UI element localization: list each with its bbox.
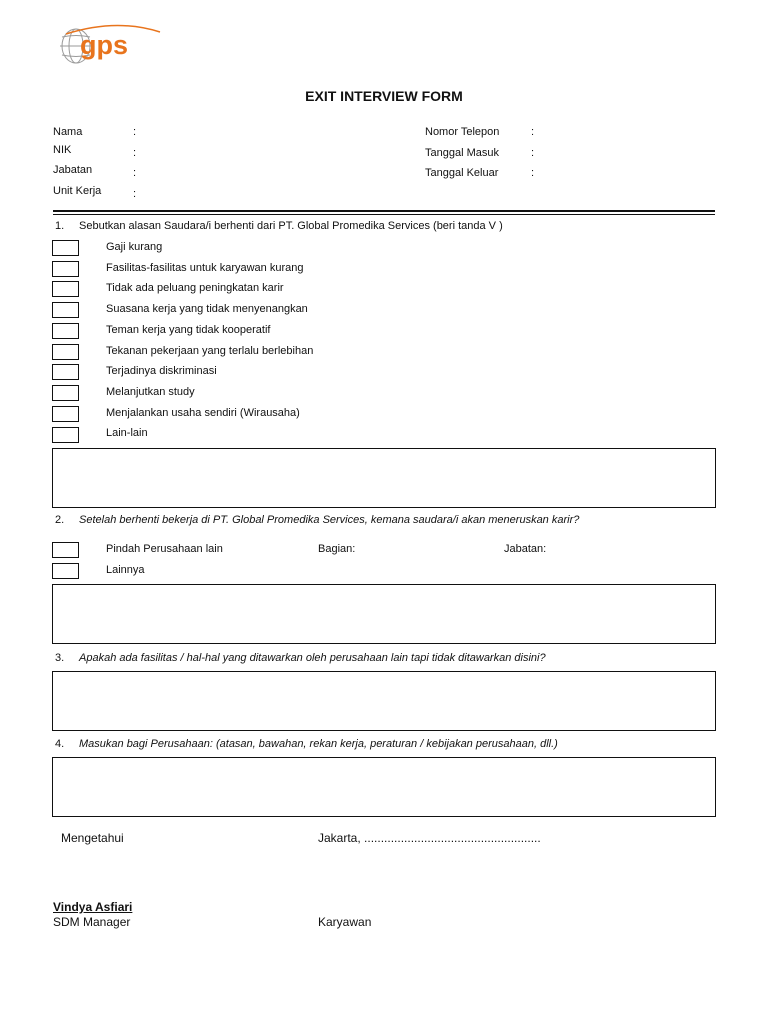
q1-other-textbox[interactable] <box>52 448 716 508</box>
field-label-nama: Nama <box>53 126 83 138</box>
q4-textbox[interactable] <box>52 757 716 817</box>
manager-title: SDM Manager <box>53 915 131 929</box>
q2-checkbox[interactable] <box>52 542 79 558</box>
svg-text:gps: gps <box>80 30 129 60</box>
q1-checkbox[interactable] <box>52 302 79 318</box>
q1-checkbox[interactable] <box>52 323 79 339</box>
q1-text: Sebutkan alasan Saudara/i berhenti dari PT. Global Promedika Services (beri tanda V ) <box>79 220 503 232</box>
q1-option-label: Menjalankan usaha sendiri (Wirausaha) <box>106 407 300 419</box>
q2-bagian-label: Bagian: <box>318 543 356 555</box>
q3-number: 3. <box>55 652 65 664</box>
field-label-jabatan: Jabatan <box>53 164 93 176</box>
q2-checkbox[interactable] <box>52 563 79 579</box>
q2-option-label: Pindah Perusahaan lain <box>106 543 223 555</box>
q1-option-label: Suasana kerja yang tidak menyenangkan <box>106 303 308 315</box>
q1-number: 1. <box>55 220 65 232</box>
q3-text: Apakah ada fasilitas / hal-hal yang ditawarkan oleh perusahaan lain tapi tidak ditawarkan disini? <box>79 652 546 664</box>
field-sep: : <box>531 167 535 179</box>
q2-option-label: Lainnya <box>106 564 145 576</box>
q1-option-label: Tekanan pekerjaan yang terlalu berlebihan <box>106 345 314 357</box>
field-label-tanggal-keluar: Tanggal Keluar <box>425 167 499 179</box>
form-title: EXIT INTERVIEW FORM <box>305 88 463 104</box>
manager-name: Vindya Asfiari <box>53 900 133 914</box>
field-label-nomor-telepon: Nomor Telepon <box>425 126 500 138</box>
field-label-nik: NIK <box>53 144 72 156</box>
mengetahui-label: Mengetahui <box>61 831 124 845</box>
q1-option-label: Terjadinya diskriminasi <box>106 365 217 377</box>
field-sep: : <box>133 167 137 179</box>
divider-line <box>53 210 715 212</box>
company-logo <box>56 24 166 68</box>
q1-checkbox[interactable] <box>52 344 79 360</box>
place-date-label: Jakarta, ..................................................... <box>318 831 541 845</box>
field-sep: : <box>531 126 535 138</box>
q2-number: 2. <box>55 514 65 526</box>
field-label-tanggal-masuk: Tanggal Masuk <box>425 147 499 159</box>
q2-jabatan-label: Jabatan: <box>504 543 547 555</box>
q1-option-label: Teman kerja yang tidak kooperatif <box>106 324 271 336</box>
q1-option-label: Gaji kurang <box>106 241 163 253</box>
divider-line <box>53 214 715 215</box>
field-sep: : <box>133 188 137 200</box>
field-label-unit-kerja: Unit Kerja <box>53 185 102 197</box>
q1-option-label: Fasilitas-fasilitas untuk karyawan kurang <box>106 262 304 274</box>
karyawan-label: Karyawan <box>318 915 372 929</box>
q1-checkbox[interactable] <box>52 406 79 422</box>
q1-checkbox[interactable] <box>52 385 79 401</box>
field-sep: : <box>133 126 137 138</box>
q4-number: 4. <box>55 738 65 750</box>
q1-option-label: Lain-lain <box>106 427 148 439</box>
q1-checkbox[interactable] <box>52 281 79 297</box>
field-sep: : <box>133 147 137 159</box>
q1-checkbox[interactable] <box>52 261 79 277</box>
q3-textbox[interactable] <box>52 671 716 731</box>
q4-text: Masukan bagi Perusahaan: (atasan, bawahan, rekan kerja, peraturan / kebijakan perusahaan, dll.) <box>79 738 558 750</box>
q1-option-label: Melanjutkan study <box>106 386 195 398</box>
q1-checkbox[interactable] <box>52 427 79 443</box>
q1-checkbox[interactable] <box>52 364 79 380</box>
q2-text: Setelah berhenti bekerja di PT. Global Promedika Services, kemana saudara/i akan meneruskan karir? <box>79 514 580 526</box>
q1-option-label: Tidak ada peluang peningkatan karir <box>106 282 284 294</box>
field-sep: : <box>531 147 535 159</box>
q2-textbox[interactable] <box>52 584 716 644</box>
q1-checkbox[interactable] <box>52 240 79 256</box>
